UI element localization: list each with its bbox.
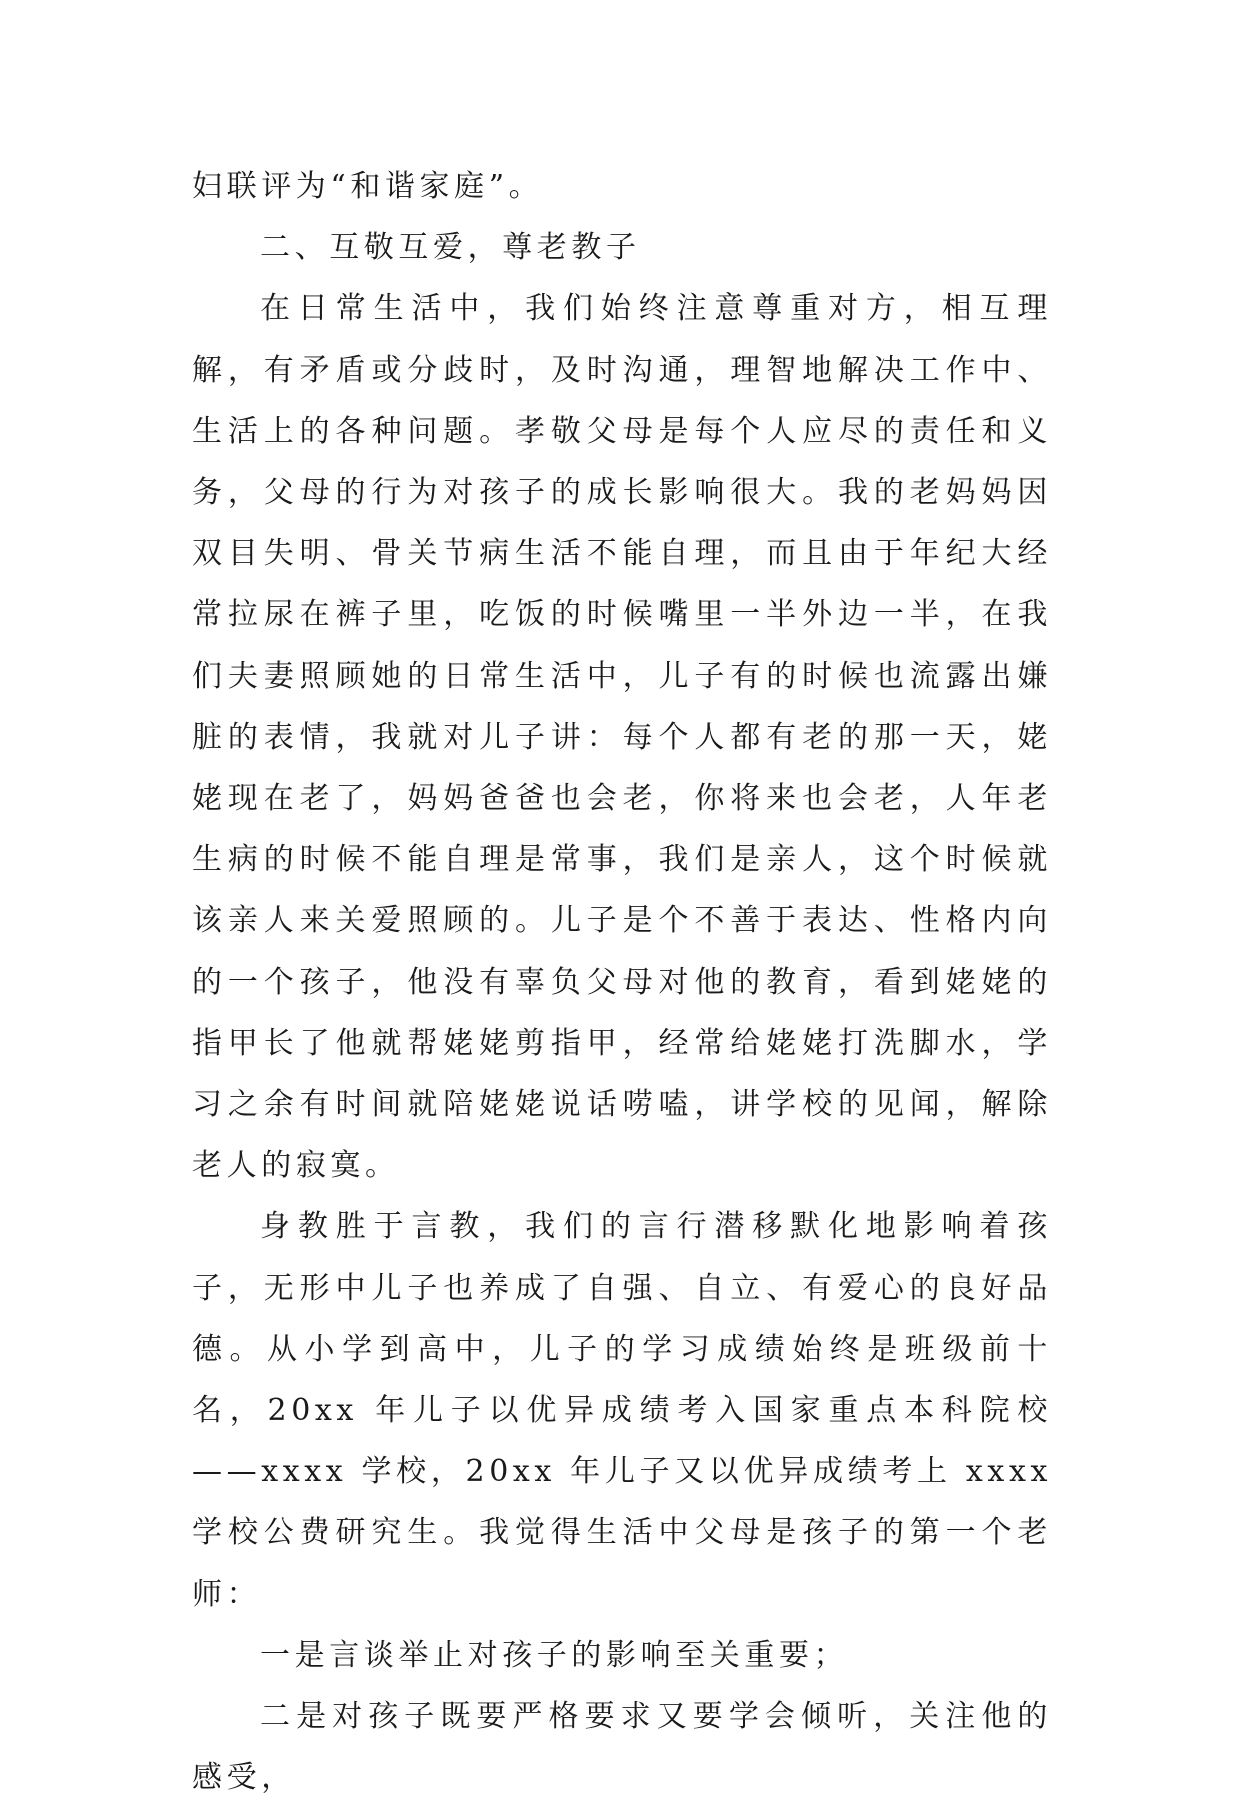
text-line: 在日常生活中，我们始终注意尊重对方，相互理解，有 [192,291,1052,388]
text-line: 到高中，儿子的学习成绩始终是班级前十名，20xx 年儿子以 [192,1331,1052,1429]
text-line: 矛盾或分歧时，及时沟通，理智地解决工作中、生活上的各 [192,352,1052,449]
text-line: 寂寞。 [295,1148,400,1184]
paragraph-intro-tail [192,156,1052,217]
text-line: 子又以优异成绩考上 xxxx 学校公费研究生。我觉得生活中 [192,1454,1052,1551]
section-heading [192,217,1052,278]
text-line: 格内向的一个孩子，他没有辜负父母对他的教育，看到姥姥 [192,903,1052,1000]
text-line: 二、互敬互爱，尊老教子 [260,230,641,266]
text-line: 对孩子的成长影响很大。我的老妈妈因双目失明、骨关节病 [192,475,1053,572]
list-item-second [192,1686,1052,1808]
text-line: 都有老的那一天，姥姥现在老了，妈妈爸爸也会老，你将来 [192,719,1053,817]
text-line: 形中儿子也养成了自强、自立、有爱心的良好品德。从小学 [192,1270,1052,1367]
text-line: 二是对孩子既要严格要求又要学会倾听，关注他的感受， [192,1699,1052,1796]
text-line: 一是言谈举止对孩子的影响至关重要； [260,1637,849,1673]
text-line: 父母是孩子的第一个老师： [192,1515,1053,1612]
text-line: 之余有时间就陪姥姥说话唠嗑，讲学校的见闻，解除老人的 [192,1087,1052,1184]
text-line: 也会老，人年老生病的时候不能自理是常事，我们是亲人， [192,781,1052,878]
text-line: 时候嘴里一半外边一半，在我们夫妻照顾她的日常生活中， [192,597,1052,694]
text-line: 儿子有的时候也流露出嫌脏的表情，我就对儿子讲：每个人 [192,658,1052,755]
paragraph-respect-care [192,278,1052,1196]
list-item-first [192,1625,1052,1686]
text-line: 生活不能自理，而且由于年纪大经常拉尿在裤子里，吃饭的 [192,536,1052,633]
text-line: 身教胜于言教，我们的言行潜移默化地影响着孩子，无 [192,1209,1052,1306]
text-line: 种问题。孝敬父母是每个人应尽的责任和义务，父母的行为 [192,413,1052,511]
text-line: 这个时候就该亲人来关爱照顾的。儿子是个不善于表达、性 [192,842,1053,939]
text-line: 的指甲长了他就帮姥姥剪指甲，经常给姥姥打洗脚水，学习 [192,964,1052,1123]
paragraph-example [192,1196,1052,1624]
text-line: 妇联评为“和谐家庭”。 [192,169,544,204]
document-body [192,156,1052,1808]
text-line: 优异成绩考入国家重点本科院校——xxxx 学校，20xx 年儿 [192,1393,1052,1490]
